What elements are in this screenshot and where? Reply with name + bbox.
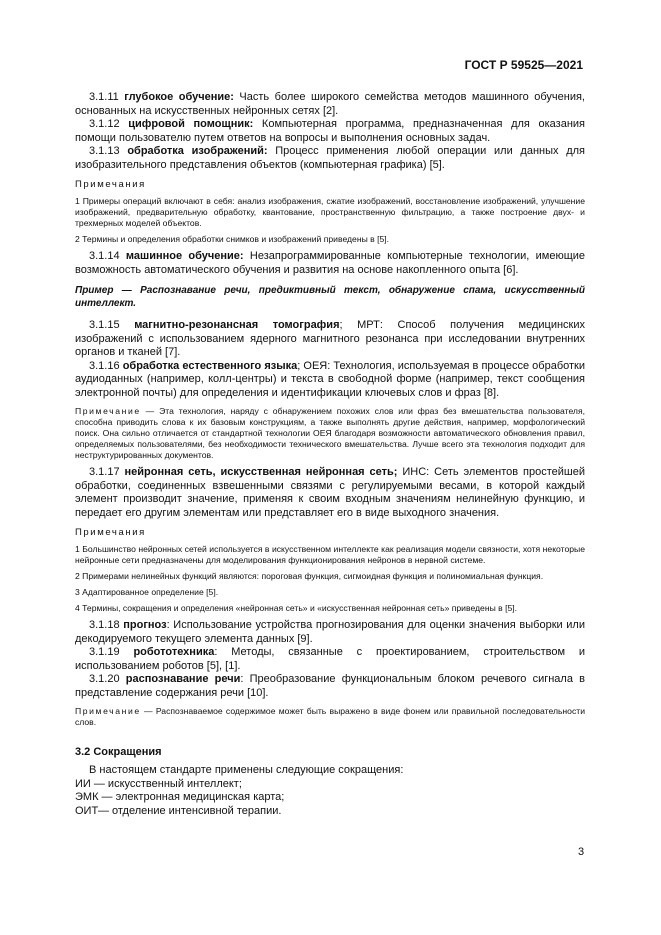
page-number: 3 — [578, 846, 585, 858]
section-intro: В настоящем стандарте применены следующие сокращения: — [89, 764, 404, 776]
term-definition: : Преобразование функциональным блоком речевого сигнала в представление содержания речи [10]. — [75, 673, 586, 699]
term-number: 3.1.18 — [89, 619, 120, 631]
document-code: ГОСТ Р 59525—2021 — [464, 58, 583, 72]
note-text: — Распознаваемое содержимое может быть выражено в виде фонем или правильной последовательности слов. — [75, 706, 585, 727]
term-title: обработка естественного языка — [122, 359, 298, 372]
note-item: 2 Термины и определения обработки снимков и изображений приведены в [5]. — [75, 234, 390, 244]
term-3-1-14 — [75, 250, 585, 277]
note-item: 1 Примеры операций включают в себя: анализ изображения, сжатие изображений, восстановление изображений, улучшение изображений, предварительную обработку, квантование, пространственную фильтрацию, а также построение двух- и трехмерных моделей объектов. — [75, 196, 585, 228]
term-number: 3.1.11 — [89, 91, 119, 103]
term-number: 3.1.14 — [89, 250, 120, 262]
notes-heading: Примечания — [75, 179, 146, 190]
term-title: робототехника — [133, 646, 215, 658]
note-text: — Эта технология, наряду с обнаружением похожих слов или фраз без вмешательства пользователя, способна приводить слова к их базовым конструкциям, а также выполнять другие действия, например, морфологический поиск. Она сильно отличается от стандартной технологии ОЕЯ благодаря возможности автоматического обновления правил, определяемых пользователями, без необходимости технического вмешательства. Лучше всего эта технология подходит для неструктурированных документов. — [75, 406, 585, 460]
term-definition: ИНС: Сеть элементов простейшей обработки, соединенных взвешенными связями с регулируемыми весами, в которой каждый элемент производит значение, применяя к своим входным значениям нелинейную функцию, и передает его другим элементам или представляет его в виде выходного значения. — [75, 466, 585, 519]
term-number: 3.1.17 — [89, 466, 120, 478]
term-3-1-19 — [75, 646, 585, 673]
term-definition: : Использование устройства прогнозирования для оценки значения выборки или декодируемого текущего элемента данных [9]. — [75, 619, 585, 645]
term-number: 3.1.15 — [89, 319, 120, 331]
term-number: 3.1.20 — [89, 673, 120, 685]
notes-heading: Примечания — [75, 527, 146, 538]
note-single — [75, 706, 585, 728]
term-number: 3.1.12 — [89, 118, 120, 130]
note-item: 4 Термины, сокращения и определения «нейронная сеть» и «искусственная нейронная сеть» приведены в [5]. — [75, 603, 518, 613]
term-3-1-11 — [75, 91, 585, 118]
term-definition: ; МРТ: Способ получения медицинских изображений с использованием ядерного магнитного резонанса при исследовании внутренних органов и тканей [7]. — [75, 319, 585, 358]
example-text: Пример — Распознавание речи, предиктивный текст, обнаружение спама, искусственный интеллект. — [75, 285, 585, 309]
term-definition: Часть более широкого семейства методов машинного обучения, основанных на искусственных нейронных сетях [2]. — [75, 91, 585, 117]
term-title: прогноз — [123, 619, 167, 631]
note-label: Примечание — [75, 406, 141, 416]
note-item: 3 Адаптированное определение [5]. — [75, 587, 219, 597]
term-title: магнитно-резонансная томография — [134, 319, 340, 331]
term-3-1-15 — [75, 319, 585, 360]
term-definition: Незапрограммированные компьютерные технологии, имеющие возможность автоматического обучения и развития на основе накопленного опыта [6]. — [75, 250, 586, 276]
document-body — [75, 91, 585, 818]
abbreviation-item: ЭМК — электронная медицинская карта; — [75, 791, 285, 803]
term-3-1-20 — [75, 673, 585, 700]
note-label: Примечание — [75, 706, 141, 716]
abbreviation-item: ИИ — искусственный интеллект; — [75, 777, 242, 790]
term-definition: Компьютерная программа, предназначенная для оказания помощи пользователю путем ответов на вопросы и выполнения основных задач. — [75, 118, 586, 144]
section-heading: 3.2 Сокращения — [75, 746, 162, 758]
term-number: 3.1.19 — [89, 646, 120, 658]
term-3-1-18 — [75, 619, 585, 646]
term-3-1-17 — [75, 466, 585, 520]
term-3-1-12 — [75, 118, 585, 145]
term-3-1-13 — [75, 145, 585, 172]
term-title: машинное обучение: — [125, 250, 244, 262]
term-title: глубокое обучение: — [124, 91, 234, 103]
term-title: нейронная сеть, искусственная нейронная сеть; — [124, 466, 398, 478]
term-title: цифровой помощник: — [128, 118, 254, 130]
term-number: 3.1.13 — [89, 145, 120, 157]
term-number: 3.1.16 — [89, 359, 120, 372]
note-item: 2 Примерами нелинейных функций являются: пороговая функция, сигмоидная функция и полиномиальная функция. — [75, 571, 544, 581]
term-title: распознавание речи — [125, 673, 241, 685]
term-3-1-16 — [75, 360, 585, 401]
term-title: обработка изображений: — [127, 145, 268, 157]
abbreviation-item: ОИТ— отделение интенсивной терапии. — [75, 804, 282, 817]
term-definition: Процесс применения любой операции или данных для изобразительного представления объектов (компьютерная графика) [5]. — [75, 145, 586, 171]
note-single — [75, 406, 585, 461]
note-item: 1 Большинство нейронных сетей используется в искусственном интеллекте как реализация модели связности, хотя некоторые нейронные сети предназначены для моделирования функционирования нейронов в нервной системе. — [75, 544, 585, 565]
term-definition: : Методы, связанные с проектированием, строительством и использованием роботов [5], [1]. — [75, 646, 585, 672]
term-definition: ; ОЕЯ: Технология, используемая в процессе обработки аудиоданных (например, колл-центры) и текста в свободной форме (например, текст сообщения электронной почты) для определения и идентификации ключевых слов и фраз [8]. — [75, 359, 585, 399]
